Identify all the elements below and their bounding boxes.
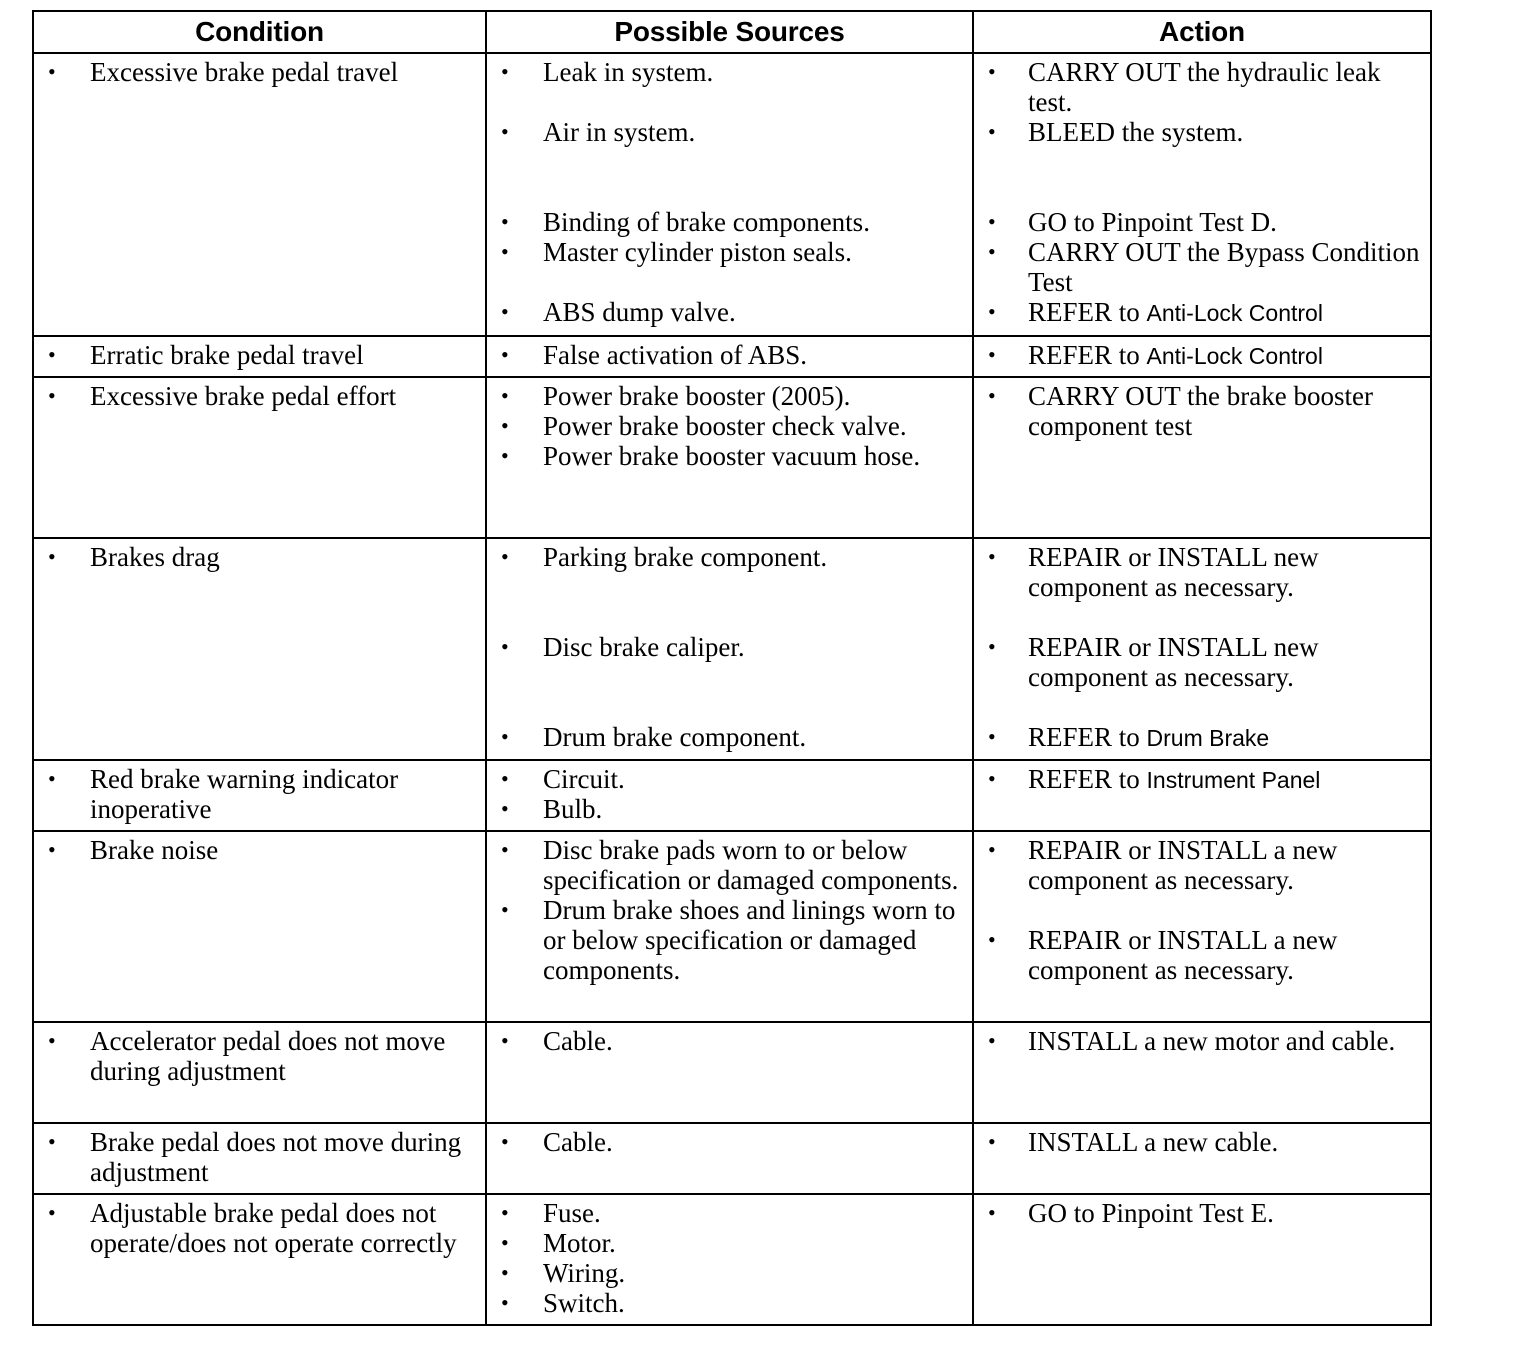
bullet: • [501,59,509,84]
list-item: • False activation of ABS. [501,340,807,370]
condition-cell [33,1022,486,1123]
bullet: • [988,634,996,659]
list-item: • Binding of brake components. [501,207,870,237]
sources-cell [486,760,973,831]
list-item: • Erratic brake pedal travel [48,340,364,370]
bullet: • [988,383,996,408]
bullet: • [988,927,996,952]
list-item: • Accelerator pedal does not move during adjustment [48,1026,446,1086]
list-item: • REPAIR or INSTALL a new component as necessary. [988,925,1338,985]
condition-cell [33,1194,486,1325]
action-cell [973,831,1431,1022]
sources-cell [486,377,973,538]
bullet: • [988,59,996,84]
bullet: • [988,1028,996,1053]
bullet: • [501,1260,509,1285]
list-item: • Power brake booster (2005). [501,381,851,411]
reference-link[interactable]: Anti-Lock Control [1146,300,1323,326]
bullet: • [48,1129,56,1154]
bullet: • [501,796,509,821]
action-cell [973,1123,1431,1194]
bullet: • [501,299,509,324]
bullet: • [48,383,56,408]
bullet: • [988,239,996,264]
list-item: • REPAIR or INSTALL new component as necessary. [988,542,1319,602]
bullet: • [988,544,996,569]
condition-cell [33,538,486,760]
bullet: • [501,897,509,922]
list-item: • GO to Pinpoint Test D. [988,207,1277,237]
action-cell [973,53,1431,336]
bullet: • [501,383,509,408]
condition-cell [33,1123,486,1194]
table-row [33,1022,1431,1123]
list-item: • Adjustable brake pedal does not operate/does not operate correctly [48,1198,457,1258]
bullet: • [988,119,996,144]
bullet: • [501,1200,509,1225]
bullet: • [988,299,996,324]
bullet: • [501,766,509,791]
bullet: • [988,209,996,234]
bullet: • [501,724,509,749]
list-item: • Master cylinder piston seals. [501,237,852,267]
condition-cell [33,760,486,831]
bullet: • [988,724,996,749]
list-item: • Wiring. [501,1258,626,1288]
bullet: • [988,342,996,367]
header-action: Action [973,11,1431,53]
bullet: • [988,837,996,862]
bullet: • [501,342,509,367]
header-sources: Possible Sources [486,11,973,53]
list-item: • Drum brake shoes and linings worn to or below specification or damaged components. [501,895,956,985]
bullet: • [501,544,509,569]
bullet: • [501,209,509,234]
list-item: • Power brake booster check valve. [501,411,907,441]
condition-cell [33,377,486,538]
list-item: • INSTALL a new motor and cable. [988,1026,1396,1056]
action-cell [973,377,1431,538]
bullet: • [501,1028,509,1053]
sources-cell [486,1022,973,1123]
list-item: • REFER to Instrument Panel [988,764,1321,794]
list-item: • Cable. [501,1127,613,1157]
table-row [33,1123,1431,1194]
bullet: • [501,239,509,264]
sources-cell [486,538,973,760]
bullet: • [988,766,996,791]
condition-cell [33,336,486,377]
list-item: • Motor. [501,1228,616,1258]
bullet: • [501,1230,509,1255]
list-item: • Fuse. [501,1198,601,1228]
table-row [33,831,1431,1022]
table-row [33,1194,1431,1325]
header-row [33,11,1431,53]
bullet: • [501,634,509,659]
list-item: • REPAIR or INSTALL new component as necessary. [988,632,1319,692]
sources-cell [486,1123,973,1194]
bullet: • [988,1129,996,1154]
bullet: • [48,837,56,862]
list-item: • Excessive brake pedal effort [48,381,397,411]
table-row [33,377,1431,538]
bullet: • [48,342,56,367]
list-item: • Brake noise [48,835,219,865]
bullet: • [501,1290,509,1315]
list-item: • INSTALL a new cable. [988,1127,1279,1157]
list-item: • REFER to Anti-Lock Control [988,297,1323,327]
bullet: • [48,544,56,569]
list-item: • Bulb. [501,794,603,824]
bullet: • [48,1200,56,1225]
action-cell [973,1022,1431,1123]
reference-link[interactable]: Drum Brake [1146,725,1270,751]
table-row [33,336,1431,377]
table-row [33,53,1431,336]
condition-cell [33,831,486,1022]
sources-cell [486,831,973,1022]
list-item: • CARRY OUT the hydraulic leak test. [988,57,1381,117]
list-item: • CARRY OUT the Bypass Condition Test [988,237,1420,297]
table-row [33,538,1431,760]
sources-cell [486,336,973,377]
bullet: • [988,1200,996,1225]
list-item: • Disc brake caliper. [501,632,745,662]
list-item: • CARRY OUT the brake booster component test [988,381,1373,441]
list-item: • Disc brake pads worn to or below specification or damaged components. [501,835,959,895]
list-item: • ABS dump valve. [501,297,736,327]
condition-cell [33,53,486,336]
sources-cell [486,1194,973,1325]
bullet: • [48,1028,56,1053]
action-cell [973,760,1431,831]
header-condition: Condition [33,11,486,53]
list-item: • Red brake warning indicator inoperative [48,764,399,824]
bullet: • [501,119,509,144]
diagnosis-table [32,10,1432,1326]
action-cell [973,336,1431,377]
reference-link[interactable]: Anti-Lock Control [1146,343,1323,369]
bullet: • [501,413,509,438]
list-item: • Excessive brake pedal travel [48,57,399,87]
sources-cell [486,53,973,336]
list-item: • REPAIR or INSTALL a new component as necessary. [988,835,1338,895]
bullet: • [48,766,56,791]
bullet: • [501,837,509,862]
list-item: • GO to Pinpoint Test E. [988,1198,1274,1228]
bullet: • [501,1129,509,1154]
action-cell [973,538,1431,760]
list-item: • Air in system. [501,117,696,147]
list-item: • Parking brake component. [501,542,828,572]
list-item: • Switch. [501,1288,625,1318]
list-item: • Cable. [501,1026,613,1056]
list-item: • BLEED the system. [988,117,1244,147]
action-cell [973,1194,1431,1325]
bullet: • [48,59,56,84]
list-item: • Power brake booster vacuum hose. [501,441,921,471]
table-row [33,760,1431,831]
list-item: • Brake pedal does not move during adjustment [48,1127,462,1187]
reference-link[interactable]: Instrument Panel [1146,767,1321,793]
list-item: • Circuit. [501,764,625,794]
list-item: • REFER to Drum Brake [988,722,1270,752]
list-item: • Leak in system. [501,57,714,87]
list-item: • REFER to Anti-Lock Control [988,340,1323,370]
list-item: • Drum brake component. [501,722,807,752]
bullet: • [501,443,509,468]
list-item: • Brakes drag [48,542,220,572]
